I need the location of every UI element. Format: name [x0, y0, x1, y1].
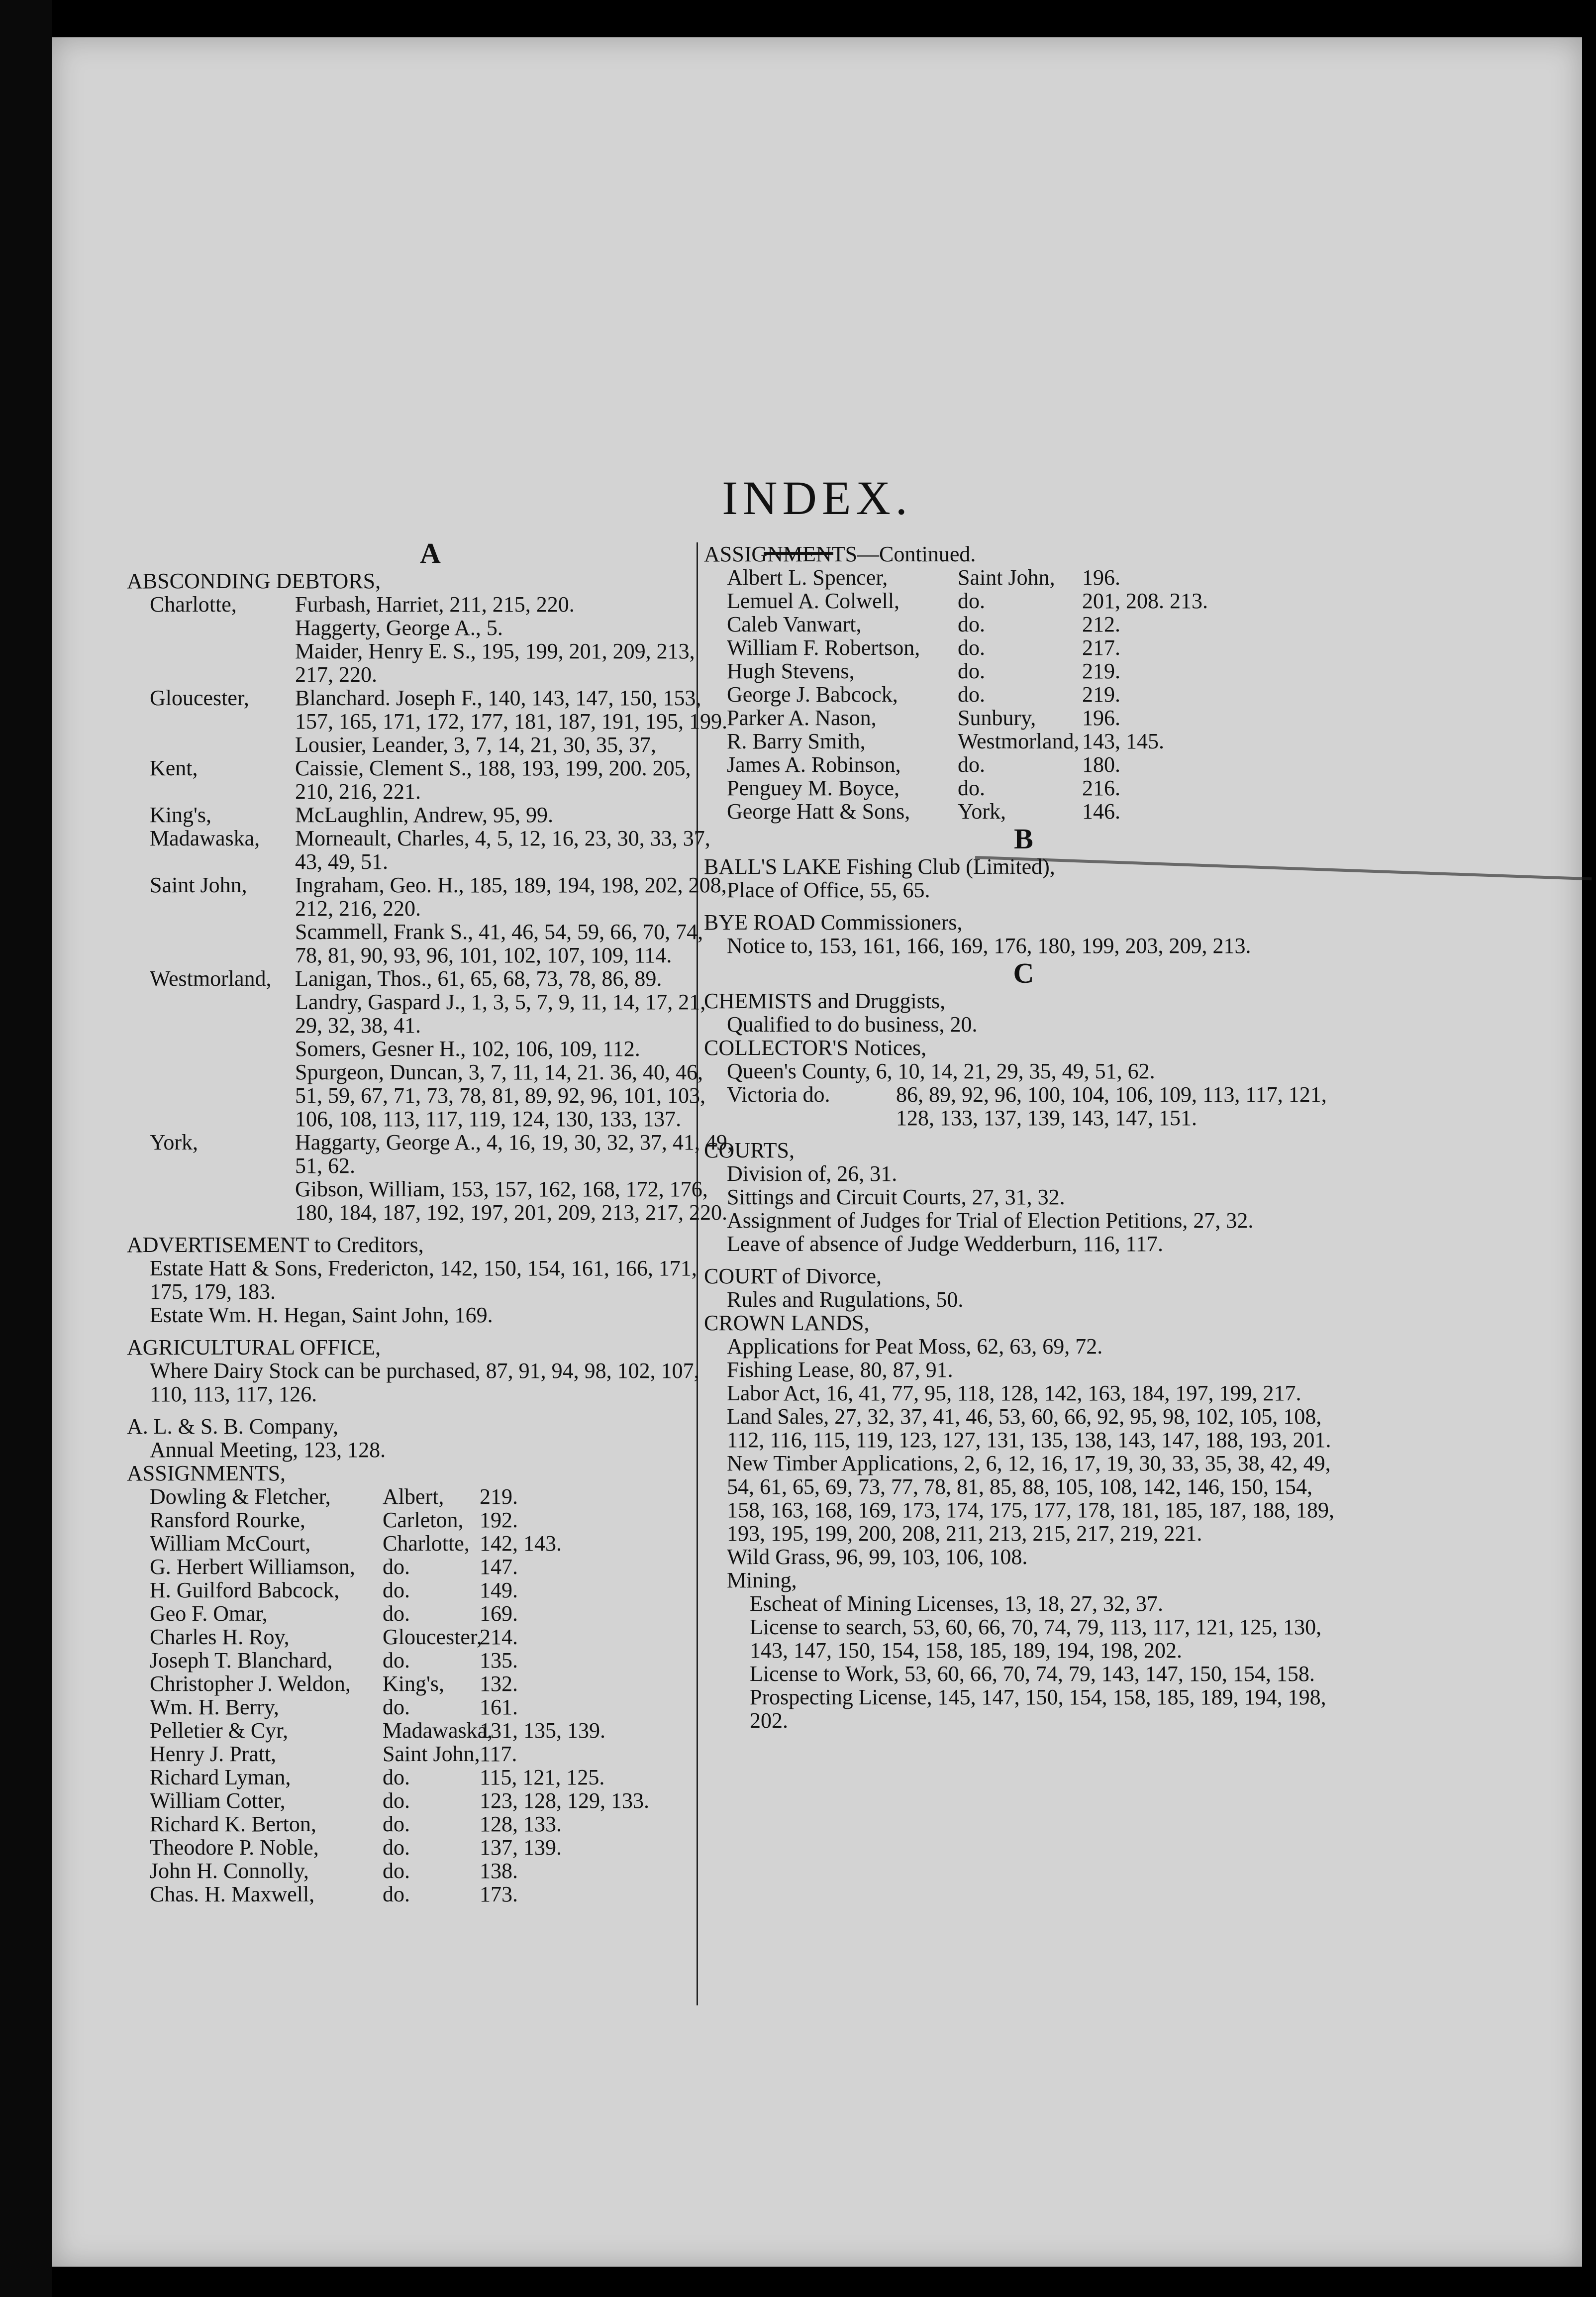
assignment-pages: 212. [1082, 612, 1120, 636]
mining-entry: Escheat of Mining Licenses, 13, 18, 27, 32, 37. [750, 1591, 1163, 1616]
bye-road-entry: Notice to, 153, 161, 166, 169, 176, 180, 199, 203, 209, 213. [727, 934, 1251, 958]
section-letter-a: A [420, 537, 441, 569]
debtor-name-pages: McLaughlin, Andrew, 95, 99. [295, 803, 553, 827]
assignment-pages: 216. [1082, 776, 1120, 800]
courts-entry: Division of, 26, 31. [727, 1161, 898, 1186]
crown-lands-entry: Wild Grass, 96, 99, 103, 106, 108. [727, 1545, 1028, 1569]
debtor-name-pages: Lousier, Leander, 3, 7, 14, 21, 30, 35, 37, [295, 732, 656, 757]
assignment-entry [127, 1882, 734, 1906]
advertisement-entry: Estate Hatt & Sons, Fredericton, 142, 150, 154, 161, 166, 171, 175, 179, 183. [150, 1256, 697, 1304]
assignment-entry [127, 1719, 734, 1742]
assignment-name: H. Guilford Babcock, [150, 1578, 340, 1602]
debtor-entry [127, 990, 734, 1037]
assignment-pages: 214. [480, 1625, 518, 1649]
collectors-entry: Queen's County, 6, 10, 14, 21, 29, 35, 49, 51, 62. [727, 1059, 1155, 1083]
assignment-name: Geo F. Omar, [150, 1601, 268, 1626]
assignment-name: Richard K. Berton, [150, 1812, 316, 1836]
balls-lake-entry: Place of Office, 55, 65. [727, 878, 930, 902]
crown-lands-heading: CROWN LANDS, [704, 1311, 870, 1335]
bye-road-heading: BYE ROAD Commissioners, [704, 910, 963, 935]
assignment-entry [127, 1508, 734, 1532]
als-company-heading: A. L. & S. B. Company, [127, 1414, 338, 1439]
crown-lands-entry: Labor Act, 16, 41, 77, 95, 118, 128, 142, 163, 184, 197, 199, 217. [727, 1381, 1301, 1405]
assignment-pages: 146. [1082, 799, 1120, 824]
debtor-entry [127, 639, 734, 686]
assignment-entry [127, 1649, 734, 1672]
assignment-pages: 161. [480, 1695, 518, 1719]
collectors-heading: COLLECTOR'S Notices, [704, 1036, 927, 1060]
assignment-entry [127, 1625, 734, 1649]
county-label [150, 1060, 295, 1131]
debtor-name-pages: Blanchard. Joseph F., 140, 143, 147, 150, 153, 157, 165, 171, 172, 177, 181, 187, 191, 195, 199. [295, 686, 727, 733]
county-label [150, 616, 295, 639]
balls-lake-heading: BALL'S LAKE Fishing Club (Limited), [704, 854, 1055, 879]
debtor-entry [127, 1131, 734, 1177]
chemists-heading: CHEMISTS and Druggists, [704, 989, 946, 1013]
mining-entry: License to Work, 53, 60, 66, 70, 74, 79, 143, 147, 150, 154, 158. [750, 1662, 1315, 1686]
assignment-pages: 115, 121, 125. [480, 1765, 605, 1789]
debtor-name-pages: Scammell, Frank S., 41, 46, 54, 59, 66, 70, 74, 78, 81, 90, 93, 96, 101, 102, 107, 109, 114. [295, 920, 703, 967]
assignment-pages: 128, 133. [480, 1812, 562, 1836]
county-label [150, 1037, 295, 1060]
county-label: Kent, [150, 756, 198, 780]
assignment-name: Ransford Rourke, [150, 1508, 305, 1532]
assignment-place: do. [383, 1812, 410, 1836]
debtor-entry [127, 1060, 734, 1131]
courts-entry: Leave of absence of Judge Wedderburn, 116, 117. [727, 1232, 1163, 1256]
assignments-continued-list [704, 566, 1343, 823]
assignment-name: Wm. H. Berry, [150, 1695, 279, 1719]
assignment-entry [127, 1578, 734, 1602]
absconding-debtors-heading: ABSCONDING DEBTORS, [127, 569, 381, 593]
county-label [150, 639, 295, 686]
book-spine-edge [0, 0, 52, 2297]
assignment-place: do. [958, 589, 985, 613]
als-company-entry: Annual Meeting, 123, 128. [150, 1438, 386, 1462]
assignment-name: William F. Robertson, [727, 635, 920, 660]
debtor-name-pages: Morneault, Charles, 4, 5, 12, 16, 23, 30, 33, 37, 43, 49, 51. [295, 826, 710, 874]
assignment-pages: 219. [480, 1484, 518, 1509]
assignment-pages: 196. [1082, 706, 1120, 730]
county-label: Gloucester, [150, 686, 249, 710]
advertisement-heading: ADVERTISEMENT to Creditors, [127, 1233, 424, 1257]
assignment-entry [127, 1812, 734, 1836]
county-label [150, 733, 295, 756]
debtor-entry [127, 803, 734, 827]
assignment-pages: 196. [1082, 565, 1120, 590]
assignment-name: Theodore P. Noble, [150, 1835, 319, 1860]
assignment-name: Caleb Vanwart, [727, 612, 862, 636]
assignment-place: do. [958, 752, 985, 777]
assignment-place: Gloucester, [383, 1625, 482, 1649]
debtor-entry [127, 1037, 734, 1060]
crown-lands-entry: Fishing Lease, 80, 87, 91. [727, 1357, 953, 1382]
assignment-name: Parker A. Nason, [727, 706, 877, 730]
assignment-pages: 138. [480, 1859, 518, 1883]
assignment-place: do. [958, 682, 985, 707]
assignment-place: do. [383, 1765, 410, 1789]
victoria-label: Victoria do. [727, 1082, 830, 1107]
assignment-entry [127, 1766, 734, 1789]
assignment-name: Chas. H. Maxwell, [150, 1882, 315, 1906]
assignment-place: Saint John, [958, 565, 1055, 590]
assignment-pages: 201, 208. 213. [1082, 589, 1208, 613]
assignment-entry [704, 636, 1343, 659]
assignment-pages: 180. [1082, 752, 1120, 777]
assignment-name: Christopher J. Weldon, [150, 1671, 351, 1696]
assignment-place: do. [383, 1882, 410, 1906]
assignment-pages: 173. [480, 1882, 518, 1906]
debtor-name-pages: Somers, Gesner H., 102, 106, 109, 112. [295, 1037, 640, 1061]
debtor-entry [127, 920, 734, 967]
assignment-name: John H. Connolly, [150, 1859, 309, 1883]
assignment-pages: 219. [1082, 682, 1120, 707]
debtor-name-pages: Furbash, Harriet, 211, 215, 220. [295, 592, 575, 617]
victoria-pages: 86, 89, 92, 96, 100, 104, 106, 109, 113, 117, 121, 128, 133, 137, 139, 143, 147, 151. [896, 1082, 1327, 1130]
assignment-name: George J. Babcock, [727, 682, 898, 707]
debtor-entry [127, 827, 734, 873]
assignment-name: Richard Lyman, [150, 1765, 291, 1789]
county-label: Saint John, [150, 873, 247, 897]
assignment-entry [704, 730, 1343, 753]
assignment-entry [127, 1836, 734, 1859]
assignment-place: do. [958, 612, 985, 636]
mining-subheading: Mining, [727, 1568, 797, 1592]
assignment-place: York, [958, 799, 1006, 824]
divorce-entry: Rules and Rugulations, 50. [727, 1287, 964, 1312]
county-label: Madawaska, [150, 826, 260, 850]
assignment-name: Charles H. Roy, [150, 1625, 290, 1649]
assignment-entry [127, 1602, 734, 1625]
courts-entry: Sittings and Circuit Courts, 27, 31, 32. [727, 1185, 1065, 1209]
assignment-name: Pelletier & Cyr, [150, 1718, 289, 1743]
debtor-name-pages: Haggarty, George A., 4, 16, 19, 30, 32, 37, 41, 49, 51, 62. [295, 1130, 733, 1178]
crown-lands-entry: Land Sales, 27, 32, 37, 41, 46, 53, 60, 66, 92, 95, 98, 102, 105, 108, 112, 116, 115, 119, 123, 127, 131, 135, 138, 143, 147, 188, 193, 201. [727, 1404, 1331, 1452]
assignment-place: Saint John, [383, 1742, 480, 1766]
assignment-place: do. [383, 1859, 410, 1883]
assignment-name: Henry J. Pratt, [150, 1742, 277, 1766]
debtor-name-pages: Landry, Gaspard J., 1, 3, 5, 7, 9, 11, 14, 17, 21, 29, 32, 38, 41. [295, 990, 706, 1038]
assignment-place: do. [383, 1788, 410, 1813]
assignment-entry [127, 1695, 734, 1719]
assignments-heading: ASSIGNMENTS, [127, 1461, 286, 1485]
assignments-continued-heading: ASSIGNMENTS—Continued. [704, 542, 976, 566]
crown-lands-entry: New Timber Applications, 2, 6, 12, 16, 17, 19, 30, 33, 35, 38, 42, 49, 54, 61, 65, 69, 73, 77, 78, 81, 85, 88, 105, 108, 142, 146, 150, 154, 158, 163, 168, 169, 173, 174, 175, 177, 178, 181, 185, 187, 188, 189, 193, 195, 199, 200, 208, 211, 213, 215, 217, 219, 221. [727, 1451, 1334, 1546]
assignment-place: Albert, [383, 1484, 444, 1509]
agricultural-office-entry: Where Dairy Stock can be purchased, 87, 91, 94, 98, 102, 107, 110, 113, 117, 126. [150, 1358, 699, 1406]
county-label [150, 920, 295, 967]
assignment-pages: 147. [480, 1555, 518, 1579]
chemists-entry: Qualified to do business, 20. [727, 1012, 978, 1037]
collectors-victoria-entry [704, 1083, 1343, 1130]
assignment-name: Hugh Stevens, [727, 659, 855, 683]
assignment-entry [704, 613, 1343, 636]
debtor-entry [127, 873, 734, 920]
courts-entry: Assignment of Judges for Trial of Election Petitions, 27, 32. [727, 1208, 1254, 1233]
assignment-entry [704, 659, 1343, 683]
divorce-heading: COURT of Divorce, [704, 1264, 882, 1288]
assignment-place: do. [383, 1601, 410, 1626]
assignment-entry [704, 800, 1343, 823]
assignment-pages: 131, 135, 139. [480, 1718, 605, 1743]
debtor-entry [127, 967, 734, 990]
assignment-entry [127, 1672, 734, 1695]
assignment-place: Madawaska, [383, 1718, 493, 1743]
assignment-name: William McCourt, [150, 1531, 311, 1556]
assignment-place: do. [958, 659, 985, 683]
assignment-name: William Cotter, [150, 1788, 286, 1813]
assignment-place: do. [383, 1695, 410, 1719]
debtor-entry [127, 593, 734, 616]
assignment-place: Westmorland, [958, 729, 1080, 753]
assignments-list [127, 1485, 734, 1906]
assignment-place: Carleton, [383, 1508, 464, 1532]
assignment-entry [704, 589, 1343, 613]
mining-entry: License to search, 53, 60, 66, 70, 74, 79, 113, 117, 121, 125, 130, 143, 147, 150, 154, 158, 185, 189, 194, 198, 202. [750, 1615, 1322, 1663]
right-column [704, 542, 1343, 1732]
assignment-entry [127, 1859, 734, 1882]
assignment-pages: 123, 128, 129, 133. [480, 1788, 649, 1813]
advertisement-entry: Estate Wm. H. Hegan, Saint John, 169. [150, 1303, 493, 1327]
assignment-pages: 217. [1082, 635, 1120, 660]
assignment-name: James A. Robinson, [727, 752, 901, 777]
assignment-entry [127, 1742, 734, 1766]
assignment-pages: 169. [480, 1601, 518, 1626]
debtor-name-pages: Spurgeon, Duncan, 3, 7, 11, 14, 21. 36, 40, 46, 51, 59, 67, 71, 73, 78, 81, 89, 92, 96, 101, 103, 106, 108, 113, 117, 119, 124, 130, 133, 137. [295, 1060, 705, 1131]
agricultural-office-heading: AGRICULTURAL OFFICE, [127, 1335, 381, 1359]
assignment-pages: 192. [480, 1508, 518, 1532]
debtor-name-pages: Caissie, Clement S., 188, 193, 199, 200. 205, 210, 216, 221. [295, 756, 691, 804]
assignment-place: King's, [383, 1671, 445, 1696]
assignment-pages: 149. [480, 1578, 518, 1602]
debtor-name-pages: Maider, Henry E. S., 195, 199, 201, 209, 213, 217, 220. [295, 639, 695, 687]
assignment-entry [704, 753, 1343, 776]
assignment-entry [127, 1532, 734, 1555]
assignment-name: Dowling & Fletcher, [150, 1484, 331, 1509]
assignment-place: do. [958, 776, 985, 800]
assignment-entry [127, 1555, 734, 1578]
assignment-name: Penguey M. Boyce, [727, 776, 900, 800]
assignment-entry [704, 706, 1343, 730]
assignment-name: Joseph T. Blanchard, [150, 1648, 333, 1672]
assignment-name: R. Barry Smith, [727, 729, 866, 753]
assignment-place: Charlotte, [383, 1531, 470, 1556]
assignment-place: do. [383, 1555, 410, 1579]
assignment-entry [704, 776, 1343, 800]
assignment-name: Albert L. Spencer, [727, 565, 888, 590]
absconding-debtors-list [127, 593, 734, 1224]
county-label: Westmorland, [150, 966, 272, 991]
page-title: INDEX. [722, 471, 912, 524]
courts-heading: COURTS, [704, 1138, 795, 1162]
debtor-entry [127, 756, 734, 803]
assignment-name: G. Herbert Williamson, [150, 1555, 355, 1579]
assignment-name: George Hatt & Sons, [727, 799, 910, 824]
assignment-pages: 117. [480, 1742, 517, 1766]
assignment-entry [704, 566, 1343, 589]
assignment-entry [127, 1485, 734, 1508]
debtor-name-pages: Ingraham, Geo. H., 185, 189, 194, 198, 202, 208, 212, 216, 220. [295, 873, 727, 921]
county-label: York, [150, 1130, 199, 1154]
assignment-pages: 143, 145. [1082, 729, 1164, 753]
assignment-pages: 142, 143. [480, 1531, 562, 1556]
assignment-entry [127, 1789, 734, 1812]
mining-entry: Prospecting License, 145, 147, 150, 154, 158, 185, 189, 194, 198, 202. [750, 1685, 1326, 1733]
county-label [150, 1177, 295, 1224]
debtor-entry [127, 733, 734, 756]
assignment-entry [704, 683, 1343, 706]
debtor-entry [127, 1177, 734, 1224]
assignment-name: Lemuel A. Colwell, [727, 589, 900, 613]
debtor-entry [127, 616, 734, 639]
debtor-name-pages: Gibson, William, 153, 157, 162, 168, 172, 176, 180, 184, 187, 192, 197, 201, 209, 213, 217, 220. [295, 1177, 727, 1225]
left-column [127, 537, 734, 1906]
assignment-pages: 137, 139. [480, 1835, 562, 1860]
section-letter-c: C [1013, 957, 1034, 989]
assignment-pages: 132. [480, 1671, 518, 1696]
section-letter-b: B [1014, 823, 1033, 855]
debtor-entry [127, 686, 734, 733]
county-label [150, 990, 295, 1037]
assignment-pages: 135. [480, 1648, 518, 1672]
debtor-name-pages: Lanigan, Thos., 61, 65, 68, 73, 78, 86, 89. [295, 966, 662, 991]
debtor-name-pages: Haggerty, George A., 5. [295, 616, 503, 640]
crown-lands-entry: Applications for Peat Moss, 62, 63, 69, 72. [727, 1334, 1103, 1358]
assignment-place: do. [958, 635, 985, 660]
assignment-pages: 219. [1082, 659, 1120, 683]
assignment-place: Sunbury, [958, 706, 1036, 730]
county-label: King's, [150, 803, 212, 827]
assignment-place: do. [383, 1835, 410, 1860]
assignment-place: do. [383, 1578, 410, 1602]
county-label: Charlotte, [150, 592, 237, 617]
assignment-place: do. [383, 1648, 410, 1672]
